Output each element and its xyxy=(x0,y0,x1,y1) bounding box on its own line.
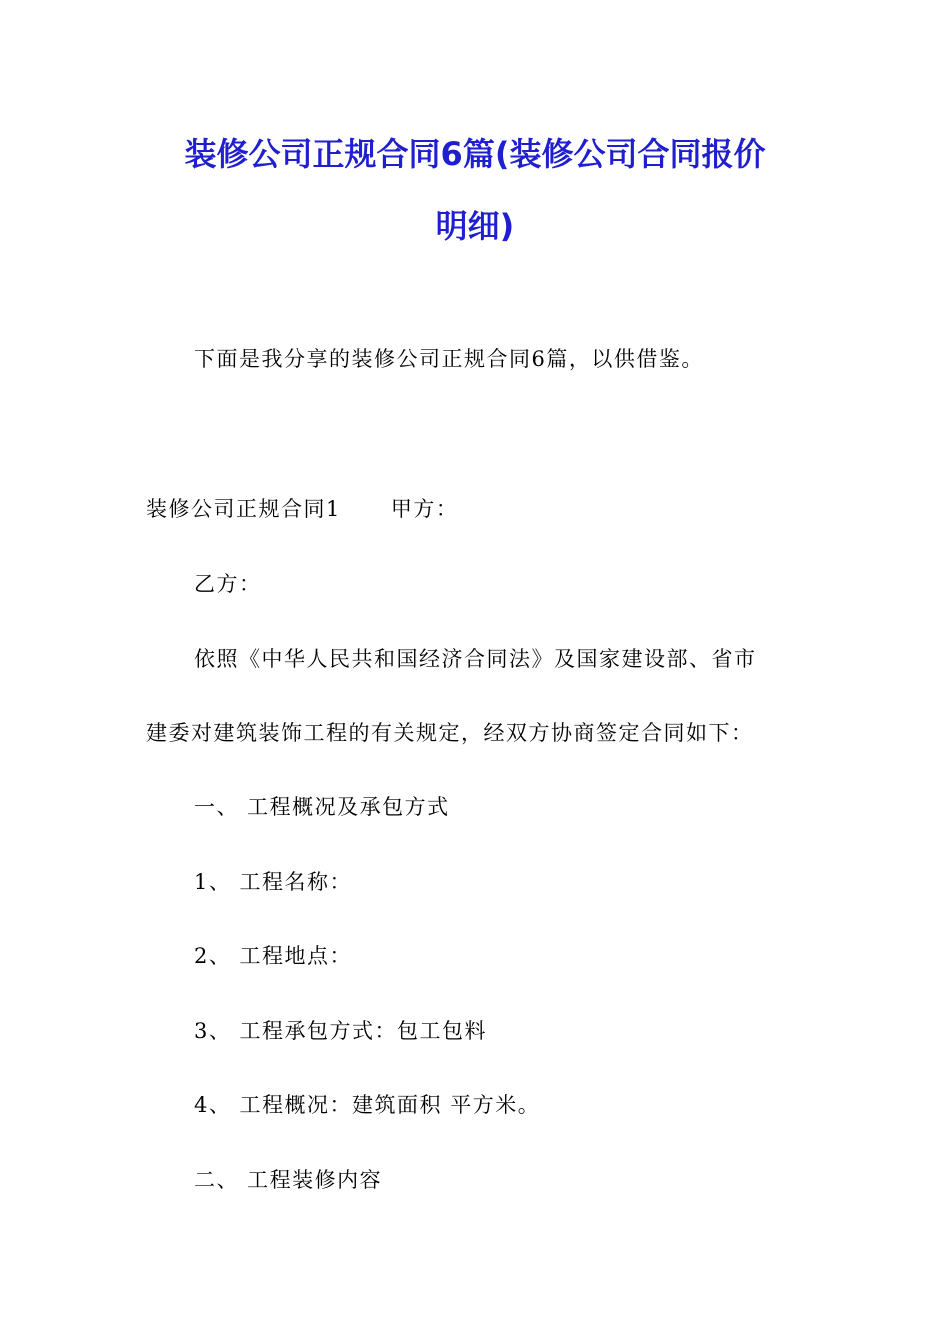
section-heading-2: 二、 工程装修内容 xyxy=(194,1168,383,1192)
basis-paragraph-line-1: 依照《中华人民共和国经济合同法》及国家建设部、省市 xyxy=(194,647,757,671)
title-line-1: 装修公司正规合同6篇(装修公司合同报价 xyxy=(184,135,766,173)
party-a-label: 甲方： xyxy=(390,497,459,521)
contract-heading-row xyxy=(146,494,458,524)
section-heading-1: 一、 工程概况及承包方式 xyxy=(194,795,450,819)
contract-heading: 装修公司正规合同1 xyxy=(146,497,341,521)
list-item: 4、 工程概况：建筑面积 平方米。 xyxy=(194,1093,541,1117)
party-b-label: 乙方： xyxy=(194,572,262,596)
list-item: 1、 工程名称： xyxy=(194,870,353,894)
basis-paragraph-line-2: 建委对建筑装饰工程的有关规定，经双方协商签定合同如下： xyxy=(146,721,754,745)
list-item: 2、 工程地点： xyxy=(194,944,353,968)
intro-paragraph: 下面是我分享的装修公司正规合同6篇，以供借鉴。 xyxy=(194,347,704,371)
list-item: 3、 工程承包方式：包工包料 xyxy=(194,1019,488,1043)
title-line-2: 明细) xyxy=(435,207,515,245)
